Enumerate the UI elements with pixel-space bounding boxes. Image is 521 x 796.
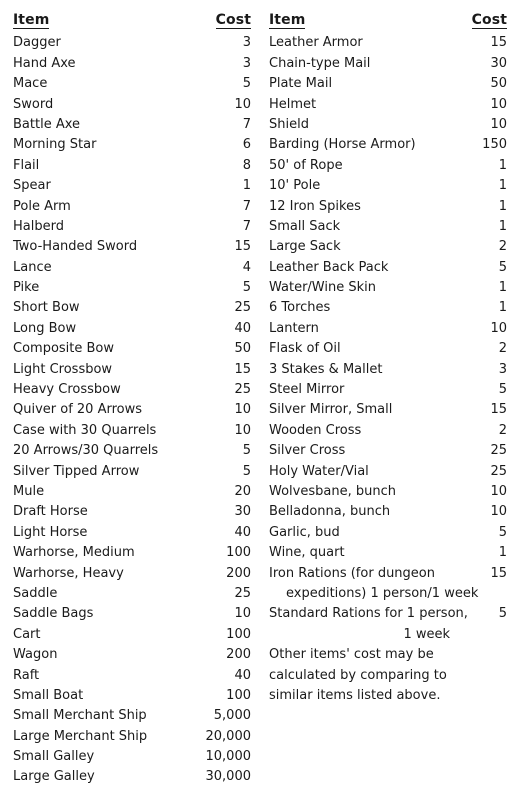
item-name: Steel Mirror: [269, 382, 345, 398]
item-name: Short Bow: [13, 300, 80, 316]
item-cost: 10: [234, 606, 251, 622]
item-row: [13, 115, 251, 135]
item-cost: 10: [234, 422, 251, 438]
item-row: [269, 298, 507, 318]
item-cost: 8: [242, 157, 251, 173]
item-row: [13, 197, 251, 217]
item-row: [13, 686, 251, 706]
item-name: Lantern: [269, 320, 319, 336]
item-row: [13, 523, 251, 543]
item-cost: 50: [490, 76, 507, 92]
item-row: [13, 217, 251, 237]
item-row: [269, 258, 507, 278]
item-name: Small Boat: [13, 687, 84, 703]
item-cost: 3: [242, 55, 251, 71]
item-name: Sword: [13, 96, 54, 112]
item-row: [269, 197, 507, 217]
item-cost: 1: [498, 218, 507, 234]
item-cost: 25: [490, 443, 507, 459]
item-cost: 5: [242, 443, 251, 459]
item-name: Light Crossbow: [13, 361, 113, 377]
item-name: Quiver of 20 Arrows: [13, 402, 143, 418]
item-name: Water/Wine Skin: [269, 280, 376, 296]
item-row: [13, 135, 251, 155]
item-row: [269, 523, 507, 543]
item-name: Light Horse: [13, 524, 88, 540]
item-name: Long Bow: [13, 320, 77, 336]
item-cost: 3: [498, 361, 507, 377]
item-row: [13, 645, 251, 665]
item-name: Composite Bow: [13, 341, 115, 357]
item-name: Flask of Oil: [269, 341, 341, 357]
item-row: [269, 217, 507, 237]
item-cost: 30: [234, 504, 251, 520]
right-item-list: [269, 33, 507, 563]
item-name: Silver Tipped Arrow: [13, 463, 140, 479]
item-name: Raft: [13, 667, 40, 683]
item-name: Leather Armor: [269, 35, 363, 51]
item-name: Wine, quart: [269, 545, 345, 561]
item-name: Large Galley: [13, 769, 95, 785]
cost-column-header: Cost: [471, 12, 507, 28]
iron-rations-line2: expeditions) 1 person/1 week: [286, 585, 479, 601]
item-row: [269, 462, 507, 482]
item-name: Case with 30 Quarrels: [13, 422, 157, 438]
item-cost: 7: [242, 116, 251, 132]
item-name: Mule: [13, 483, 45, 499]
item-row: [13, 400, 251, 420]
item-name: Mace: [13, 76, 48, 92]
cost-column-header: Cost: [215, 12, 251, 28]
item-cost: 4: [242, 259, 251, 275]
item-row: [13, 237, 251, 257]
item-row: [13, 421, 251, 441]
item-row: [13, 258, 251, 278]
item-cost: 20: [234, 483, 251, 499]
item-row: [269, 237, 507, 257]
item-cost: 15: [234, 361, 251, 377]
item-row: [269, 278, 507, 298]
item-name: 6 Torches: [269, 300, 331, 316]
item-cost: 5: [498, 259, 507, 275]
item-row: [13, 380, 251, 400]
item-name: Warhorse, Medium: [13, 545, 135, 561]
standard-rations-cost: 5: [498, 606, 507, 622]
item-name: Saddle: [13, 585, 58, 601]
item-name: Silver Cross: [269, 443, 346, 459]
item-row: [13, 462, 251, 482]
item-name: Silver Mirror, Small: [269, 402, 393, 418]
item-row: [269, 421, 507, 441]
item-name: Warhorse, Heavy: [13, 565, 124, 581]
item-row: [269, 360, 507, 380]
item-row: [13, 543, 251, 563]
item-name: 50' of Rope: [269, 157, 343, 173]
item-name: Plate Mail: [269, 76, 333, 92]
item-cost: 2: [498, 239, 507, 255]
item-name: Garlic, bud: [269, 524, 340, 540]
item-cost: 1: [498, 157, 507, 173]
item-name: Belladonna, bunch: [269, 504, 391, 520]
item-row: [13, 502, 251, 522]
item-cost: 5: [242, 280, 251, 296]
right-header: [269, 13, 507, 33]
item-name: 3 Stakes & Mallet: [269, 361, 383, 377]
item-cost: 10,000: [205, 749, 251, 765]
item-column-header: Item: [13, 12, 50, 28]
item-name: Small Galley: [13, 749, 95, 765]
item-cost: 20,000: [205, 728, 251, 744]
pricing-note: [269, 645, 507, 706]
item-cost: 2: [498, 422, 507, 438]
item-row: [269, 54, 507, 74]
item-name: Wolvesbane, bunch: [269, 483, 396, 499]
right-column: [269, 13, 507, 706]
item-name: Battle Axe: [13, 116, 81, 132]
item-name: Morning Star: [13, 137, 97, 153]
item-name: Helmet: [269, 96, 317, 112]
item-row: [269, 502, 507, 522]
item-name: Leather Back Pack: [269, 259, 389, 275]
item-cost: 50: [234, 341, 251, 357]
item-row: [269, 339, 507, 359]
item-cost: 40: [234, 320, 251, 336]
standard-rations-name: [269, 604, 484, 645]
item-cost: 40: [234, 667, 251, 683]
item-cost: 1: [498, 280, 507, 296]
item-cost: 100: [226, 687, 251, 703]
item-cost: 7: [242, 218, 251, 234]
item-cost: 1: [498, 545, 507, 561]
item-name: Large Sack: [269, 239, 341, 255]
standard-rations-line1: Standard Rations for 1 person,: [269, 606, 468, 622]
item-row: [269, 135, 507, 155]
item-cost: 6: [242, 137, 251, 153]
item-row: [13, 54, 251, 74]
item-row: [269, 482, 507, 502]
item-cost: 5: [242, 76, 251, 92]
item-cost: 1: [498, 178, 507, 194]
item-cost: 40: [234, 524, 251, 540]
item-row: [269, 380, 507, 400]
item-row: [13, 360, 251, 380]
item-row: [13, 747, 251, 767]
item-row: [13, 176, 251, 196]
item-cost: 10: [490, 320, 507, 336]
item-name: Chain-type Mail: [269, 55, 371, 71]
item-name: Spear: [13, 178, 51, 194]
item-cost: 30,000: [205, 769, 251, 785]
item-name: Small Sack: [269, 218, 341, 234]
item-name: 10' Pole: [269, 178, 321, 194]
item-row: [269, 115, 507, 135]
item-name: Barding (Horse Armor): [269, 137, 416, 153]
item-cost: 30: [490, 55, 507, 71]
item-name: Wagon: [13, 647, 58, 663]
item-name: Hand Axe: [13, 55, 76, 71]
item-name: Two-Handed Sword: [13, 239, 138, 255]
item-name: Shield: [269, 116, 309, 132]
item-cost: 150: [482, 137, 507, 153]
item-name: Holy Water/Vial: [269, 463, 369, 479]
item-row: [269, 441, 507, 461]
item-cost: 15: [490, 35, 507, 51]
iron-rations-row: [269, 564, 507, 605]
item-cost: 25: [234, 382, 251, 398]
item-name: Halberd: [13, 218, 64, 234]
item-cost: 10: [490, 96, 507, 112]
left-item-list: [13, 33, 251, 787]
left-column: [13, 13, 251, 788]
item-cost: 100: [226, 626, 251, 642]
item-row: [269, 33, 507, 53]
item-cost: 25: [234, 585, 251, 601]
item-cost: 7: [242, 198, 251, 214]
item-row: [13, 95, 251, 115]
item-cost: 200: [226, 647, 251, 663]
item-row: [13, 666, 251, 686]
item-cost: 1: [498, 300, 507, 316]
item-cost: 1: [498, 198, 507, 214]
item-row: [13, 156, 251, 176]
item-row: [13, 33, 251, 53]
item-cost: 5: [498, 524, 507, 540]
item-cost: 5: [498, 382, 507, 398]
item-name: Pole Arm: [13, 198, 71, 214]
item-cost: 5: [242, 463, 251, 479]
item-cost: 5,000: [213, 708, 251, 724]
item-row: [13, 482, 251, 502]
item-name: Draft Horse: [13, 504, 88, 520]
item-row: [269, 319, 507, 339]
item-column-header: Item: [269, 12, 306, 28]
item-cost: 100: [226, 545, 251, 561]
item-cost: 25: [234, 300, 251, 316]
item-name: Cart: [13, 626, 41, 642]
item-cost: 10: [234, 402, 251, 418]
item-row: [13, 339, 251, 359]
item-row: [269, 156, 507, 176]
item-name: Wooden Cross: [269, 422, 362, 438]
item-row: [13, 604, 251, 624]
item-cost: 15: [234, 239, 251, 255]
item-name: Large Merchant Ship: [13, 728, 148, 744]
item-row: [13, 564, 251, 584]
item-cost: 3: [242, 35, 251, 51]
item-row: [13, 767, 251, 787]
item-row: [269, 400, 507, 420]
item-row: [13, 298, 251, 318]
item-cost: 200: [226, 565, 251, 581]
left-header: [13, 13, 251, 33]
item-name: 12 Iron Spikes: [269, 198, 361, 214]
item-name: 20 Arrows/30 Quarrels: [13, 443, 159, 459]
item-row: [13, 706, 251, 726]
item-row: [269, 176, 507, 196]
item-cost: 10: [490, 116, 507, 132]
standard-rations-line2: 1 week: [403, 626, 450, 642]
item-name: Saddle Bags: [13, 606, 94, 622]
item-row: [269, 543, 507, 563]
item-name: Small Merchant Ship: [13, 708, 147, 724]
item-row: [13, 584, 251, 604]
item-cost: 10: [490, 483, 507, 499]
item-row: [13, 441, 251, 461]
item-cost: 15: [490, 402, 507, 418]
iron-rations-line1: Iron Rations (for dungeon: [269, 565, 435, 581]
item-name: Heavy Crossbow: [13, 382, 121, 398]
item-row: [13, 625, 251, 645]
pricing-note-line: similar items listed above.: [269, 687, 441, 703]
item-row: [13, 727, 251, 747]
item-row: [13, 74, 251, 94]
item-cost: 10: [490, 504, 507, 520]
item-row: [13, 278, 251, 298]
pricing-note-line: Other items' cost may be: [269, 647, 434, 663]
item-name: Flail: [13, 157, 40, 173]
item-row: [269, 95, 507, 115]
item-name: Lance: [13, 259, 52, 275]
standard-rations-row: [269, 604, 507, 645]
item-cost: 2: [498, 341, 507, 357]
item-cost: 10: [234, 96, 251, 112]
item-name: Pike: [13, 280, 40, 296]
pricing-note-line: calculated by comparing to: [269, 667, 447, 683]
item-row: [13, 319, 251, 339]
item-row: [269, 74, 507, 94]
iron-rations-cost: 15: [490, 565, 507, 581]
iron-rations-name: [269, 564, 484, 605]
item-cost: 25: [490, 463, 507, 479]
item-cost: 1: [242, 178, 251, 194]
item-name: Dagger: [13, 35, 61, 51]
